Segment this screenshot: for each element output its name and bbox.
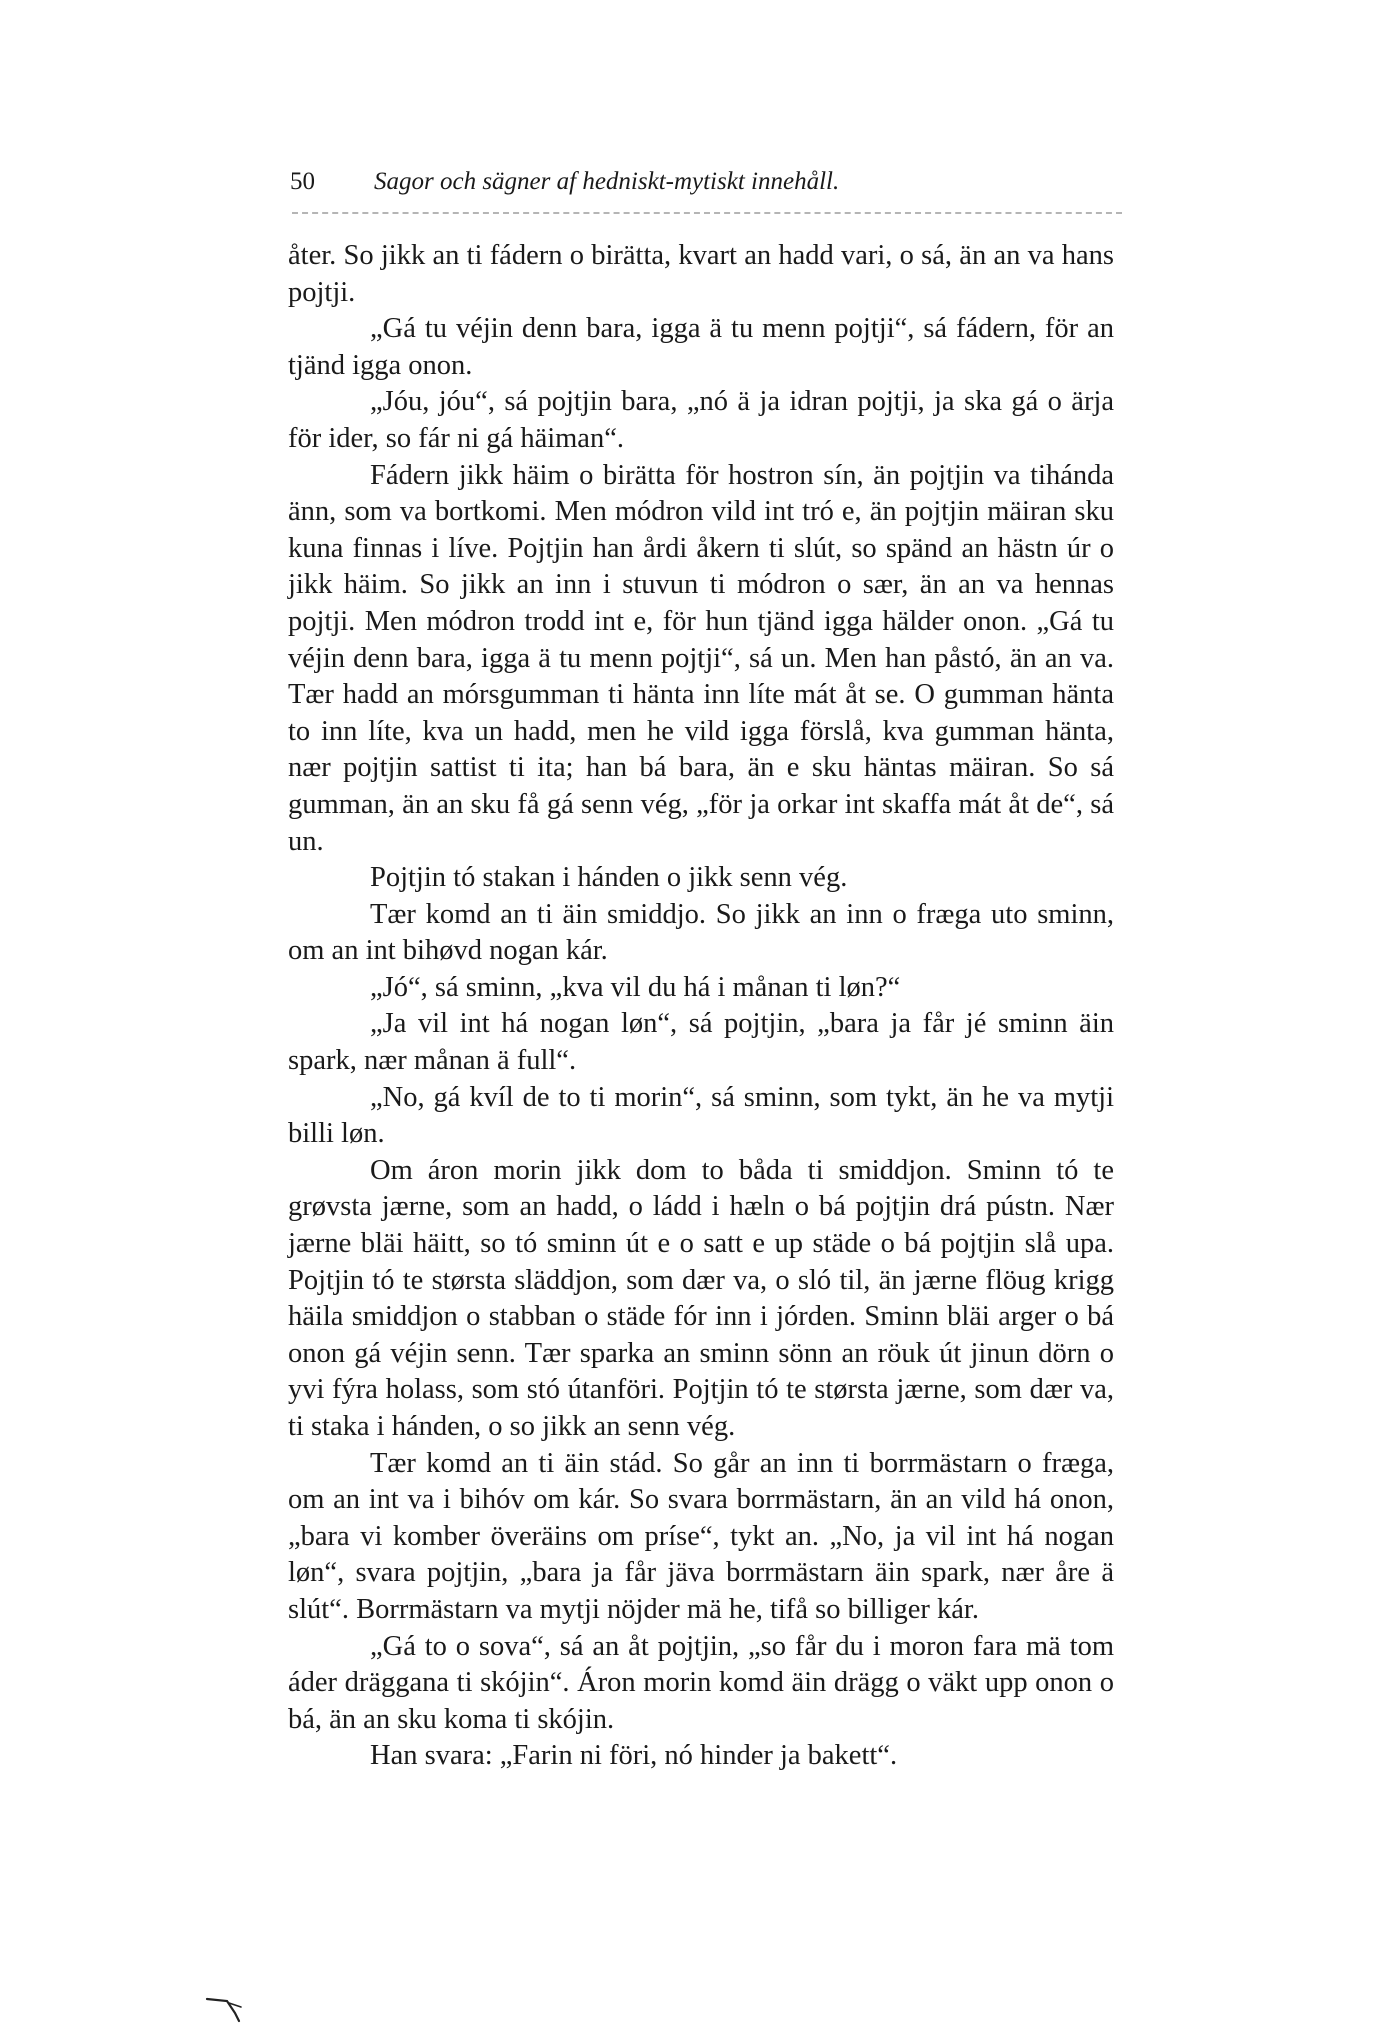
- paragraph: Om áron morin jikk dom to båda ti smiddjon. Sminn tó te grøvsta jærne, som an hadd, o ládd i hæln o bá pojtjin drá pústn. Nær jærne bläi häitt, so tó sminn út e o satt e up städe o bá pojtjin slå upa. Pojtjin tó te størsta släddjon, som dær va, o sló til, än jærne flöug krigg häila smiddjon o stabban o städe fór inn i jórden. Sminn bläi arger o bá onon gá véjin senn. Tær sparka an sminn sönn an röuk út jinun dörn o yvi fýra holass, som stó útanföri. Pojtjin tó te størsta jærne, som dær va, ti staka i hánden, o so jikk an senn vég.: [288, 1154, 1114, 1442]
- header-divider: [292, 212, 1122, 214]
- paragraph: Han svara: „Farin ni föri, nó hinder ja bakett“.: [370, 1740, 898, 1772]
- paragraph: Fádern jikk häim o birätta för hostron sín, än pojtjin va tihánda änn, som va bortkomi. Men módron vild int tró e, än pojtjin mäiran sku kuna finnas i líve. Pojtjin han årdi åkern ti slút, so spänd an hästn úr o jikk häim. So jikk an inn i stuvun ti módron o sær, än an va hennas pojtji. Men módron trodd int e, för hun tjänd igga hälder onon. „Gá tu véjin denn bara, igga ä tu menn pojtji“, sá un. Men han påstó, än an va. Tær hadd an mórsgumman ti hänta inn líte mát åt se. O gumman hänta to inn líte, kva un hadd, men he vild igga förslå, kva gumman hänta, nær pojtjin sattist ti ita; han bá bara, än e sku häntas mäiran. So sá gumman, än an sku få gá senn vég, „för ja orkar int skaffa mát åt de“, sá un.: [288, 459, 1114, 857]
- body-text: [288, 238, 1114, 1775]
- paragraph: „Gá to o sova“, sá an åt pojtjin, „so får du i moron fara mä tom áder dräggana ti skójin“. Áron morin komd äin drägg o väkt upp onon o bá, än an sku koma ti skójin.: [288, 1630, 1114, 1735]
- page-number: 50: [290, 168, 315, 195]
- paragraph: Pojtjin tó stakan i hánden o jikk senn vég.: [370, 862, 848, 894]
- paragraph: „No, gá kvíl de to ti morin“, sá sminn, som tykt, än he va mytji billi løn.: [288, 1081, 1114, 1150]
- page-header: [290, 168, 1110, 208]
- paragraph: „Gá tu véjin denn bara, igga ä tu menn pojtji“, sá fádern, för an tjänd igga onon.: [288, 313, 1114, 381]
- paragraph: „Jóu, jóu“, sá pojtjin bara, „nó ä ja idran pojtji, ja ska gá o ärja för ider, so fár ni gá häiman“.: [288, 386, 1114, 454]
- stray-ink-mark-icon: [205, 1995, 255, 2025]
- paragraph: Tær komd an ti äin smiddjo. So jikk an inn o fræga uto sminn, om an int bihøvd nogan kár.: [288, 898, 1114, 967]
- running-title: Sagor och sägner af hedniskt-mytiskt innehåll.: [374, 168, 840, 195]
- paragraph: „Ja vil int há nogan løn“, sá pojtjin, „bara ja får jé sminn äin spark, nær månan ä full“.: [288, 1008, 1114, 1077]
- paragraph: Tær komd an ti äin stád. So går an inn ti borrmästarn o fræga, om an int va i bihóv om kár. So svara borrmästarn, än an vild há onon, „bara vi komber överäins om príse“, tykt an. „No, ja vil int há nogan løn“, svara pojtjin, „bara ja får jäva borrmästarn äin spark, nær åre ä slút“. Borrmästarn va mytji nöjder mä he, tifå so billiger kár.: [288, 1447, 1114, 1625]
- paragraph: „Jó“, sá sminn, „kva vil du há i månan ti løn?“: [370, 971, 901, 1003]
- paragraph: åter. So jikk an ti fádern o birätta, kvart an hadd vari, o sá, än an va hans pojtji.: [288, 240, 1114, 308]
